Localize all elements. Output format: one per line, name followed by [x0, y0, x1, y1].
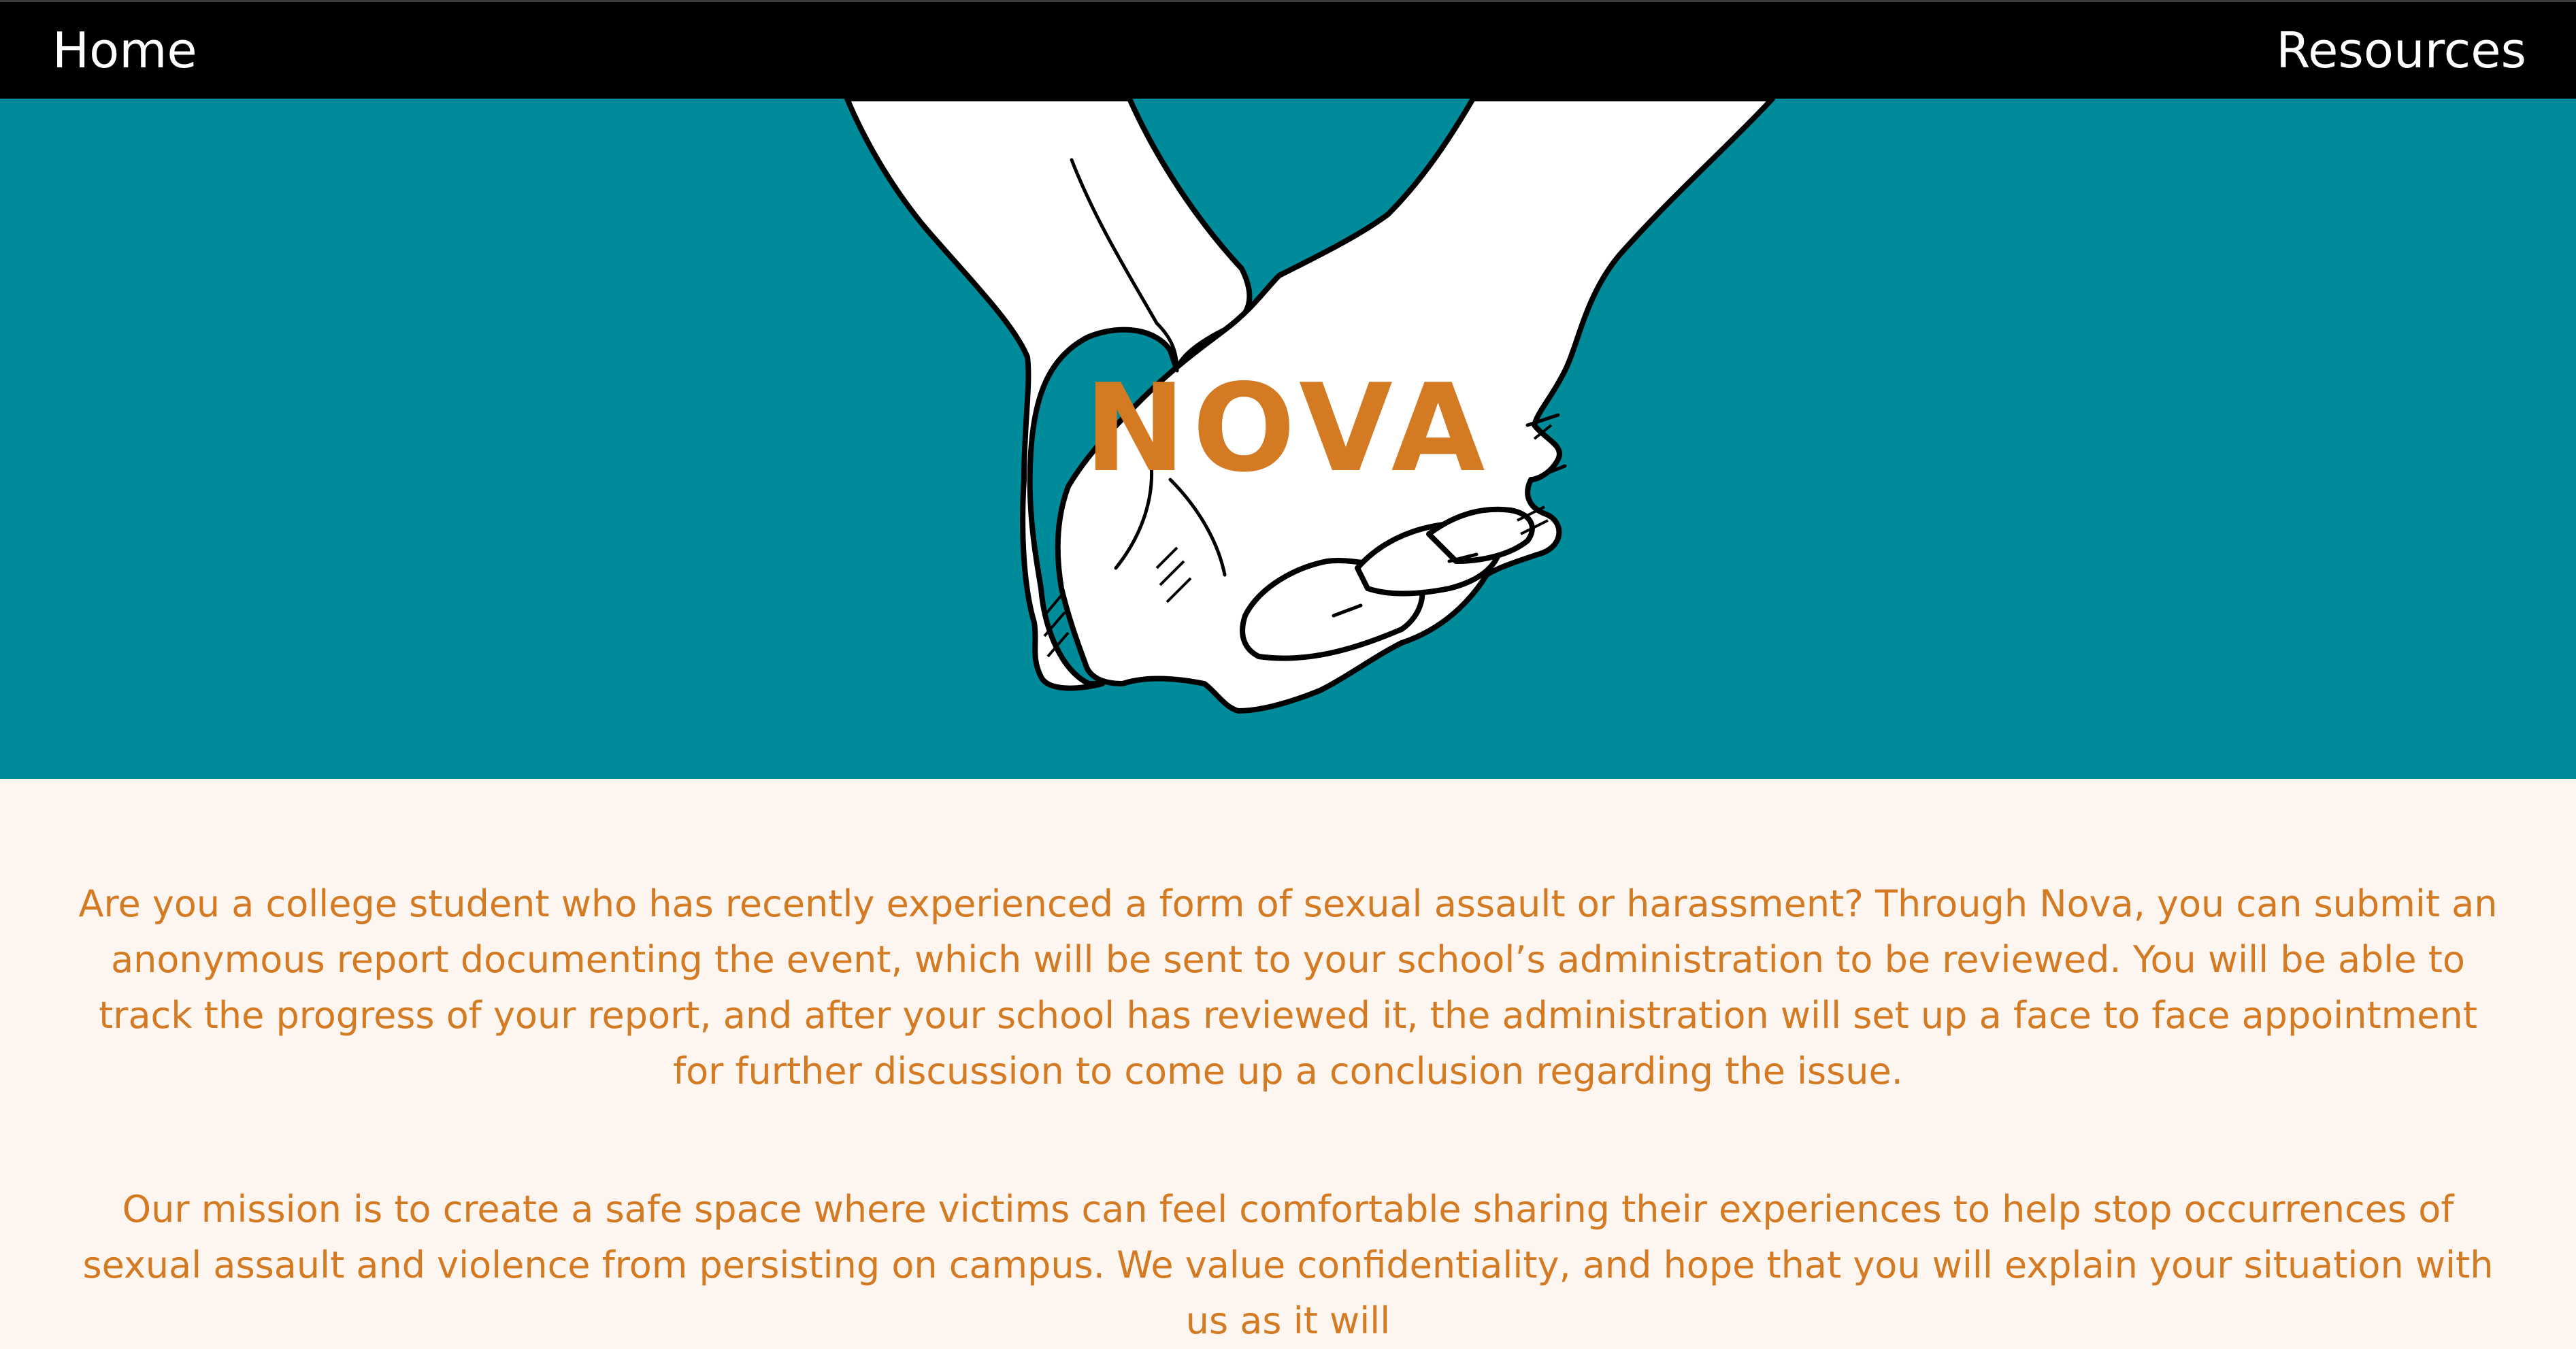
intro-paragraph: Are you a college student who has recently experienced a form of sexual assault or harassment? Through Nova, you can submit an anonymous report documenting the event, which will be sent to your school’s administration to be reviewed. You will be able to track the progress of your report, and after your school has reviewed it, the administration will set up a face to face appointment for further discussion to come up a conclusion regarding the issue. — [78, 882, 2498, 1093]
main-content — [0, 779, 2576, 1342]
nav-home-link[interactable]: Home — [52, 22, 197, 79]
top-navbar — [0, 0, 2576, 99]
brand-title: NOVA — [1084, 358, 1492, 499]
hero-banner — [0, 99, 2576, 779]
nav-resources-link[interactable]: Resources — [2276, 22, 2526, 79]
mission-paragraph: Our mission is to create a safe space where victims can feel comfortable sharing their experiences to help stop occurrences of sexual assault and violence from persisting on campus. We value confidentiality, and hope that you will explain your situation with us as it will — [82, 1188, 2494, 1342]
